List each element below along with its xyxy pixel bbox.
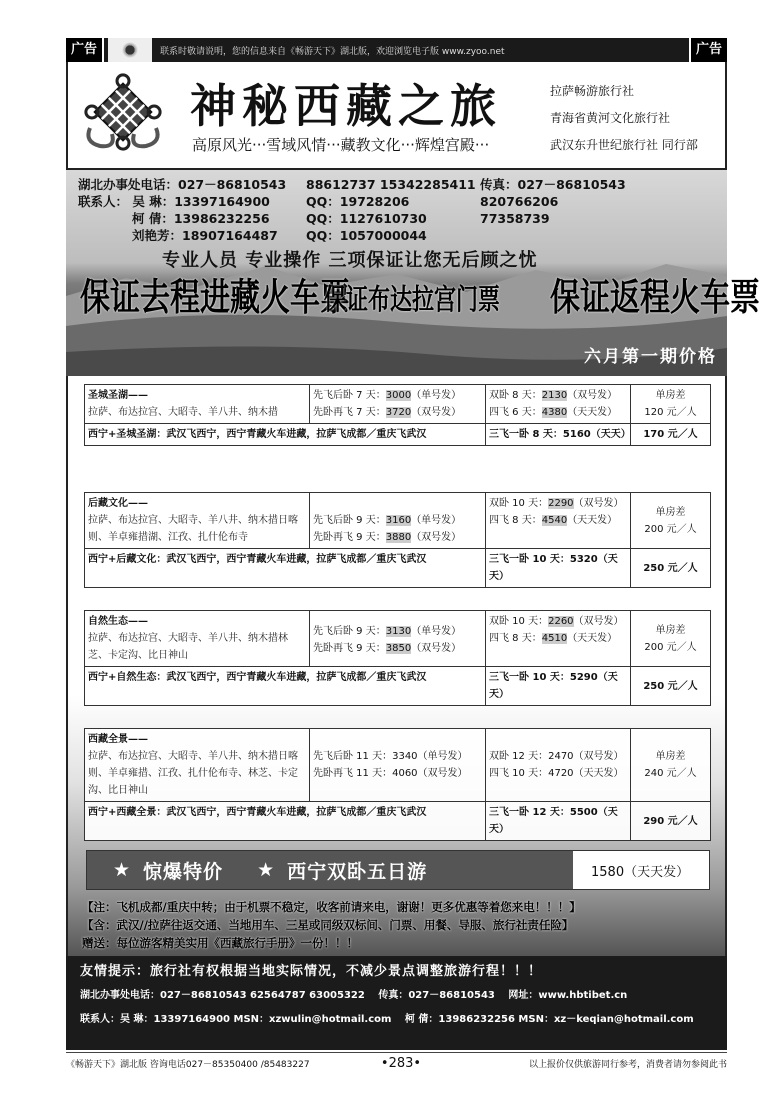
option-note: （双号发） [573, 616, 624, 627]
option-note: （天天发） [567, 633, 618, 644]
fly-options [310, 611, 486, 667]
footer-fax: 传真：027－86810543 [378, 990, 495, 1001]
package-description [85, 385, 310, 424]
main-title: 神秘西藏之旅 [190, 79, 502, 133]
option-note: （双号发） [573, 751, 624, 762]
special-label: 惊爆特价 [143, 860, 224, 883]
option-price: 3720 [385, 407, 412, 418]
route-price: 三飞一卧 12 天：5500（天天） [486, 802, 631, 841]
xining-route: 西宁+自然生态：武汉飞西宁，西宁青藏火车进藏，拉萨飞成都／重庆飞武汉 [85, 667, 486, 706]
option-label: 四飞 6 天： [489, 407, 542, 418]
option-price: 4510 [541, 633, 568, 644]
contact-person: 刘艳芳：18907164487 [132, 228, 278, 243]
option-note: （单号发） [411, 626, 462, 637]
footer-tip: 友情提示：旅行社有权根据当地实际情况，不减少景点调整旅游行程！！！ [80, 964, 543, 979]
footer-contact [66, 956, 727, 1050]
footer-phone-row [80, 986, 637, 1001]
route-fee: 250 元／人 [631, 549, 711, 588]
notes-block [82, 898, 581, 952]
contact-qq-extra: 820766206 [480, 194, 559, 209]
contact-qq-extra: 77358739 [480, 211, 550, 226]
banner [66, 170, 760, 376]
option-label: 四飞 8 天： [489, 515, 542, 526]
package-table [84, 492, 711, 588]
contact-row [78, 176, 626, 193]
rail-options [486, 385, 631, 424]
price-area [66, 376, 727, 956]
endless-knot-icon [82, 78, 164, 152]
contact-row [78, 193, 626, 210]
option-price: 4720 [548, 768, 574, 779]
package-name: 自然生态—— [88, 616, 148, 627]
package-sites: 拉萨、布达拉宫、大昭寺、羊八井、纳木措日喀则、羊卓雍措湖、江孜、扎什伦布寺 [88, 515, 298, 543]
guarantee-outbound-train: 保证去程进藏火车票 [80, 276, 350, 320]
route-fee: 170 元／人 [631, 424, 711, 446]
option-note: （天天发） [567, 407, 618, 418]
contact-row [78, 227, 626, 244]
package-description [85, 729, 310, 802]
route-price: 三飞一卧 8 天：5160（天天） [486, 424, 631, 446]
single-room-fee: 单房差 200 元／人 [631, 611, 711, 667]
route-price: 三飞一卧 10 天：5320（天天） [486, 549, 631, 588]
option-price: 4380 [541, 407, 568, 418]
package-name: 后藏文化—— [88, 498, 148, 509]
page-number: •283• [380, 1056, 422, 1071]
option-price: 2290 [548, 498, 574, 509]
ad-tag-left: 广告 [66, 38, 104, 62]
xining-route: 西宁+西藏全景：武汉飞西宁，西宁青藏火车进藏，拉萨飞成都／重庆飞武汉 [85, 802, 486, 841]
price-period: 六月第一期价格 [584, 347, 717, 367]
option-label: 先卧再飞 9 天： [313, 643, 386, 654]
option-label: 双卧 10 天： [489, 616, 549, 627]
option-note: （单号发） [411, 390, 462, 401]
special-tour-name: 西宁双卧五日游 [287, 860, 428, 883]
option-label: 双卧 10 天： [489, 498, 549, 509]
option-label: 双卧 8 天： [489, 390, 542, 401]
single-room-fee: 单房差 200 元／人 [631, 493, 711, 549]
agency-qinghai: 青海省黄河文化旅行社 [550, 111, 671, 125]
option-price: 3160 [385, 515, 412, 526]
banner-slogan: 专业人员 专业操作 三项保证让您无后顾之忧 [162, 250, 538, 271]
option-label: 先飞后卧 9 天： [313, 626, 386, 637]
page-footer [66, 1056, 727, 1071]
star-icon: ★ [113, 859, 132, 881]
guarantee-return-train: 保证返程火车票 [550, 276, 760, 320]
fly-options [310, 493, 486, 549]
top-note: 联系时敬请说明，您的信息来自《畅游天下》湖北版，欢迎浏览电子版 www.zyoo.net [160, 46, 505, 57]
option-label: 先飞后卧 7 天： [313, 390, 386, 401]
package-description [85, 611, 310, 667]
special-offer [86, 850, 710, 890]
option-note: （天天发） [573, 768, 624, 779]
option-note: （单号发） [411, 515, 462, 526]
option-note: （天天发） [567, 515, 618, 526]
guarantee-potala-ticket: 保证布达拉宫门票 [324, 284, 501, 317]
option-price: 3340 [392, 751, 418, 762]
option-label: 四飞 8 天： [489, 633, 542, 644]
option-price: 3000 [385, 390, 412, 401]
package-name: 圣城圣湖—— [88, 390, 148, 401]
contact-person: 柯 倩：13986232256 [132, 211, 270, 226]
footer-rule [66, 1052, 727, 1053]
contact-phone-extra: 88612737 15342285411 [306, 177, 476, 192]
fly-options [310, 385, 486, 424]
star-icon: ★ [257, 859, 276, 881]
magazine-logo-icon [108, 38, 152, 62]
option-price: 3850 [385, 643, 412, 654]
contact-fax: 传真：027－86810543 [480, 177, 626, 192]
option-note: （双号发） [411, 643, 462, 654]
option-label: 四飞 10 天： [489, 768, 549, 779]
ad-page [66, 38, 760, 1050]
package-table [84, 728, 711, 841]
header-box [66, 62, 727, 170]
option-label: 双卧 12 天： [489, 751, 549, 762]
option-label: 先卧再飞 11 天： [313, 768, 393, 779]
note-gift: 赠送：每位游客精美实用《西藏旅行手册》一份！！！ [82, 936, 358, 950]
package-sites: 拉萨、布达拉宫、大昭寺、羊八井、纳木措 [88, 407, 278, 418]
option-note: （双号发） [573, 498, 624, 509]
package-sites: 拉萨、布达拉宫、大昭寺、羊八井、纳木措林芝、卡定沟、比日神山 [88, 633, 288, 661]
contact-qq: QQ：1127610730 [306, 211, 427, 226]
single-room-fee: 单房差 240 元／人 [631, 729, 711, 802]
contact-person: 联系人： 吴 琳：13397164900 [78, 194, 270, 209]
fly-options [310, 729, 486, 802]
option-label: 先卧再飞 7 天： [313, 407, 386, 418]
option-price: 4060 [392, 768, 418, 779]
route-price: 三飞一卧 10 天：5290（天天） [486, 667, 631, 706]
footer-contacts-row [80, 1010, 704, 1025]
option-label: 先飞后卧 11 天： [313, 751, 393, 762]
contact-qq: QQ：19728206 [306, 194, 410, 209]
option-label: 先卧再飞 9 天： [313, 532, 386, 543]
top-strip [66, 38, 727, 62]
special-offer-banner [87, 851, 573, 889]
option-price: 3880 [385, 532, 412, 543]
footer-contact-wu: 联系人：吴 琳：13397164900 MSN：xzwulin@hotmail.com [80, 1014, 392, 1025]
footer-contact-ke: 柯 倩：13986232256 MSN：xz－keqian@hotmail.com [404, 1014, 694, 1025]
special-price: 1580（天天发） [591, 864, 690, 880]
note-included: 【含：武汉//拉萨往返交通、当地用车、三星或同级双标间、门票、用餐、导服、旅行社责任险】 [82, 918, 574, 932]
agency-lhasa: 拉萨畅游旅行社 [550, 84, 635, 98]
xining-route: 西宁+圣城圣湖：武汉飞西宁，西宁青藏火车进藏，拉萨飞成都／重庆飞武汉 [85, 424, 486, 446]
magazine-info: 《畅游天下》湖北版 咨询电话027－85350400 /85483227 [66, 1060, 310, 1070]
contact-qq: QQ：1057000044 [306, 228, 427, 243]
contact-row [78, 210, 626, 227]
xining-route: 西宁+后藏文化：武汉飞西宁，西宁青藏火车进藏，拉萨飞成都／重庆飞武汉 [85, 549, 486, 588]
rail-options [486, 611, 631, 667]
agency-wuhan: 武汉东升世纪旅行社 同行部 [550, 138, 698, 152]
disclaimer: 以上报价仅供旅游同行参考，消费者请勿参阅此书 [528, 1060, 727, 1070]
option-price: 3130 [385, 626, 412, 637]
route-fee: 250 元／人 [631, 667, 711, 706]
package-table [84, 610, 711, 706]
option-note: （双号发） [411, 532, 462, 543]
footer-phone: 湖北办事处电话：027－86810543 62564787 63005322 [80, 990, 365, 1001]
package-description [85, 493, 310, 549]
rail-options [486, 493, 631, 549]
option-price: 2260 [548, 616, 574, 627]
single-room-fee: 单房差 120 元／人 [631, 385, 711, 424]
option-label: 先飞后卧 9 天： [313, 515, 386, 526]
package-name: 西藏全景—— [88, 734, 148, 745]
package-sites: 拉萨、布达拉宫、大昭寺、羊八井、纳木措日喀则、羊卓雍措、江孜、扎什伦布寺、林芝、卡定沟、比日神山 [88, 751, 298, 796]
option-price: 2130 [541, 390, 568, 401]
option-note: （双号发） [417, 768, 468, 779]
option-note: （单号发） [417, 751, 468, 762]
route-fee: 290 元／人 [631, 802, 711, 841]
note-transfer: 【注：飞机成都/重庆中转；由于机票不稳定，收客前请来电，谢谢！更多优惠等着您来电！！！】 [82, 900, 581, 914]
contact-block [78, 176, 626, 244]
ad-tag-right: 广告 [689, 38, 727, 62]
option-note: （双号发） [567, 390, 618, 401]
option-price: 4540 [541, 515, 568, 526]
header-slogan: 高原风光···雪域风情···藏教文化···辉煌宫殿··· [192, 136, 490, 154]
rail-options [486, 729, 631, 802]
package-table [84, 384, 711, 446]
option-price: 2470 [548, 751, 574, 762]
footer-website[interactable]: 网址：www.hbtibet.cn [508, 990, 628, 1001]
option-note: （双号发） [411, 407, 462, 418]
contact-phone: 湖北办事处电话：027－86810543 [78, 177, 287, 192]
